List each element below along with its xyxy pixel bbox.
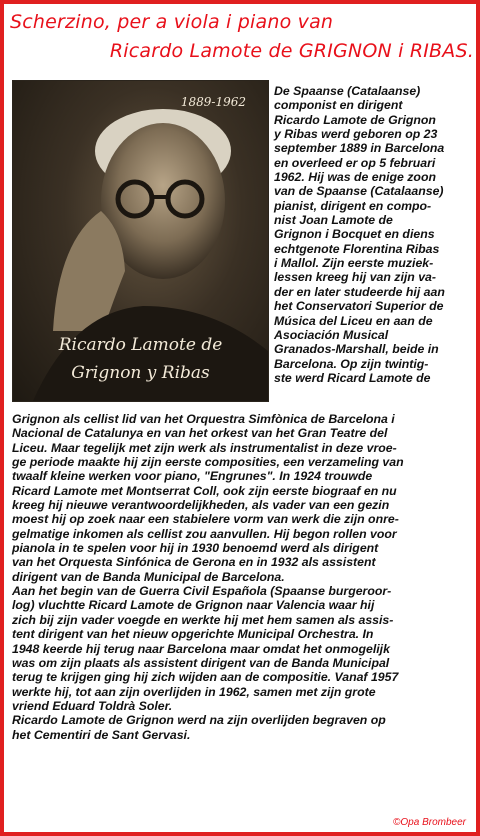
text-line: lessen kreeg hij van zijn va- [274,270,436,285]
portrait-photo [12,80,269,402]
text-line: het Conservatori Superior de [274,299,444,314]
text-line: tent dirigent van het nieuw opgerichte Municipal Orchestra. In [12,627,374,642]
text-line: zich bij zijn vader voegde en werkte hij met hem samen als assis- [12,612,394,627]
photo-caption-line-1: Ricardo Lamote de [58,335,223,355]
text-line: en overleed er op 5 februari [274,155,436,170]
biography-body [12,412,476,742]
text-line: log) vluchtte Ricard Lamote de Grignon naar Valencia waar hij [12,598,375,613]
text-line: Grignon i Bocquet en diens [274,227,435,242]
title-line-2: Ricardo Lamote de GRIGNON i RIBAS. [109,40,474,62]
text-line: terug te krijgen ging hij zich wijden aan de compositie. Vanaf 1957 [12,670,399,685]
text-line: 1962. Hij was de enige zoon [274,170,436,185]
text-line: september 1889 in Barcelona [274,141,445,156]
text-line: Granados-Marshall, beide in [274,342,439,357]
text-line: twaalf kleine werken voor piano, "Engrunes". In 1924 trouwde [12,469,373,484]
text-line: het Cementiri de Sant Gervasi. [12,727,191,742]
text-line: van de Spaanse (Catalaanse) [274,184,444,199]
biography-column [274,84,474,385]
text-line: De Spaanse (Catalaanse) [274,84,421,98]
page-title [10,8,476,66]
text-line: ge periode maakte hij zijn eerste composities, een verzameling van [12,455,404,470]
text-line: Ricardo Lamote de Grignon [274,112,436,127]
text-line: 1948 keerde hij terug naar Barcelona maar omdat het onmogelijk [12,641,390,656]
text-line: dirigent van de Banda Municipal de Barcelona. [12,569,285,584]
text-line: was om zijn plaats als assistent dirigent van de Banda Municipal [12,655,390,670]
text-line: pianola in te spelen voor hij in 1930 benoemd werd als dirigent [12,541,379,556]
text-line: Liceu. Maar tegelijk met zijn werk als instrumentalist in deze vroe- [12,440,397,455]
text-line: van het Orquesta Sinfónica de Gerona en in 1932 als assistent [12,555,376,570]
text-line: nist Joan Lamote de [274,213,393,228]
photo-caption-line-2: Grignon y Ribas [71,363,210,383]
text-line: Grignon als cellist lid van het Orquestra Simfònica de Barcelona i [12,412,395,426]
text-line: y Ribas werd geboren op 23 [274,127,438,142]
text-line: componist en dirigent [274,98,403,113]
text-line: Música del Liceu en aan de [274,313,433,328]
text-line: Barcelona. Op zijn twintig- [274,356,429,371]
text-line: moest hij op zoek naar een stabielere vorm van werk die zijn onre- [12,512,399,527]
text-line: werkte hij, tot aan zijn overlijden in 1962, samen met zijn grote [12,684,376,699]
text-line: echtgenote Florentina Ribas [274,241,440,256]
photo-dates: 1889-1962 [180,95,246,109]
text-line: i Mallol. Zijn eerste muziek- [274,256,434,271]
text-line: Nacional de Catalunya en van het orkest van het Gran Teatre del [12,426,388,441]
text-line: Asociación Musical [274,327,389,342]
title-line-1: Scherzino, per a viola i piano van [10,11,334,33]
text-line: ste werd Ricard Lamote de [274,370,431,385]
text-line: der en later studeerde hij aan [274,284,445,299]
text-line: kreeg hij nieuwe verantwoordelijkheden, als vader van een gezin [12,498,390,513]
text-line: Ricardo Lamote de Grignon werd na zijn overlijden begraven op [12,713,386,728]
text-line: vriend Eduard Toldrà Soler. [12,698,173,713]
text-line: gelmatige inkomen als cellist zou aanvullen. Hij begon rollen voor [12,526,397,541]
text-line: Ricard Lamote met Montserrat Coll, ook zijn eerste biograaf en nu [12,483,397,498]
copyright-credit: ©Opa Brombeer [393,817,466,828]
text-line: Aan het begin van de Guerra Civil Española (Spaanse burgeroor- [12,584,392,599]
text-line: pianist, dirigent en compo- [274,198,432,213]
